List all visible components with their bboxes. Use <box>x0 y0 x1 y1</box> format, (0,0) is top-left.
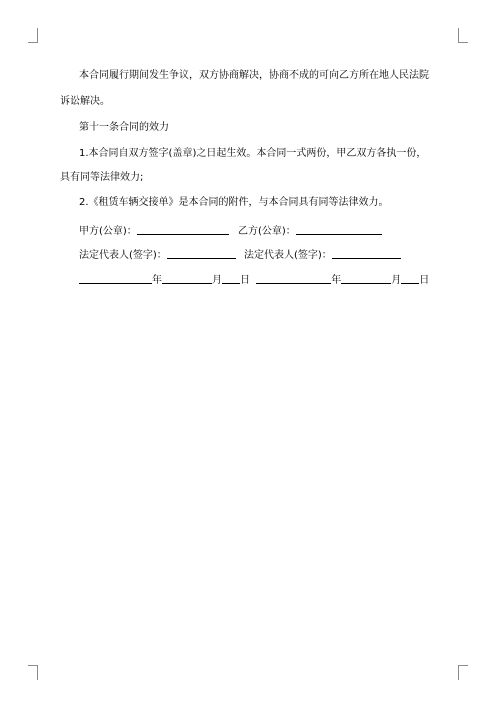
date-a-month-blank[interactable] <box>162 273 212 284</box>
party-b-label: 乙方(公章)： <box>238 226 296 237</box>
paragraph-dispute-line-1: 本合同履行期间发生争议，双方协商解决，协商不成的可向乙方所在地人民法院 <box>79 70 429 81</box>
clause-2: 2.《租赁车辆交接单》是本合同的附件，与本合同具有同等法律效力。 <box>79 197 389 208</box>
rep-a-signature-blank[interactable] <box>167 248 236 259</box>
date-b-year-label: 年 <box>331 275 342 286</box>
rep-b-label: 法定代表人(签字)： <box>244 250 332 261</box>
clause-1-line-2: 具有同等法律效力; <box>60 172 144 183</box>
date-b-month-blank[interactable] <box>341 273 391 284</box>
bottom-left-corner-mark <box>28 665 38 680</box>
party-a-label: 甲方(公章)： <box>79 226 137 237</box>
party-a-seal-blank[interactable] <box>137 224 229 235</box>
date-row <box>79 273 429 287</box>
date-b-day-label: 日 <box>419 275 430 286</box>
date-b-day-blank[interactable] <box>401 273 419 284</box>
date-a-month-label: 月 <box>212 275 222 286</box>
clause-1-line-1: 1.本合同自双方签字(盖章)之日起生效。本合同一式两份，甲乙双方各执一份， <box>79 148 427 159</box>
bottom-right-corner-mark <box>458 665 468 680</box>
date-a-year-label: 年 <box>152 275 162 286</box>
date-a-year-blank[interactable] <box>79 273 152 284</box>
party-b-seal-blank[interactable] <box>296 224 382 235</box>
rep-b-signature-blank[interactable] <box>332 248 401 259</box>
paragraph-dispute-line-2: 诉讼解决。 <box>60 96 110 107</box>
top-right-corner-mark <box>458 28 468 43</box>
article-heading: 第十一条合同的效力 <box>79 122 169 133</box>
date-b-year-blank[interactable] <box>256 273 331 284</box>
top-left-corner-mark <box>28 28 38 43</box>
party-signature-row <box>79 224 382 238</box>
date-b-month-label: 月 <box>391 275 402 286</box>
date-a-day-blank[interactable] <box>222 273 240 284</box>
representative-signature-row <box>79 248 401 262</box>
rep-a-label: 法定代表人(签字)： <box>79 250 167 261</box>
date-a-day-label: 日 <box>240 275 250 286</box>
